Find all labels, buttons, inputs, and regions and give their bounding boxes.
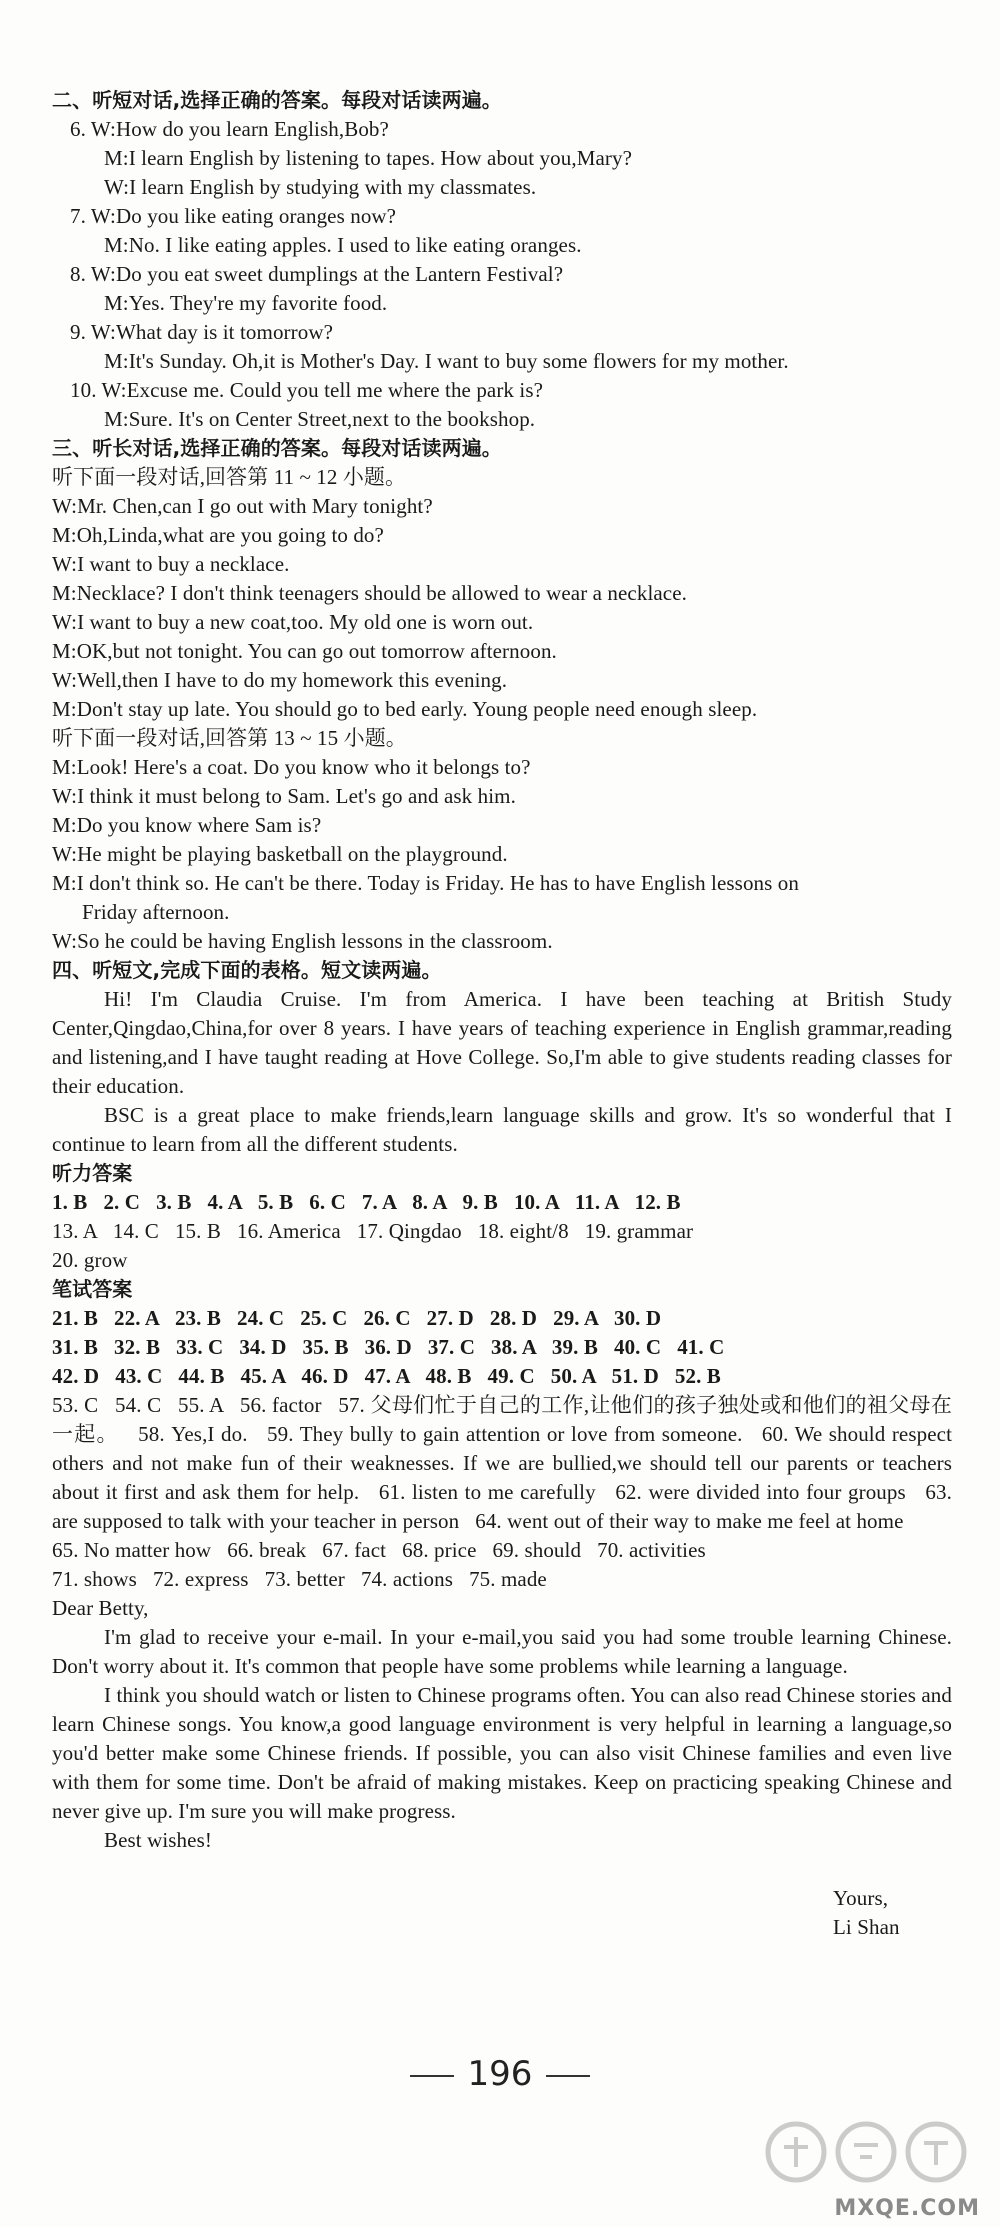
answer-paragraph: 53. C 54. C 55. A 56. factor 57. 父母们忙于自己的工作,让他们的孩子独处或和他们的祖父母在一起。 58. Yes,I do. 59. They bully to gain attention or love from someone. 60. We should respect others and not make fun of their weaknesses. If we are bullied,we should tell our parents or teachers about it first and ask them for help. 61. listen to me carefully 62. were divided into four groups 63. are supposed to talk with your teacher in person 64. went out of their way to make me feel at home — [52, 1393, 958, 1533]
dialogue-line: M:It's Sunday. Oh,it is Mother's Day. I want to buy some flowers for my mother. — [104, 349, 789, 373]
watermark-text: MXQE.COM — [834, 2196, 980, 2221]
dialogue-line: W:Mr. Chen,can I go out with Mary tonight? — [52, 494, 433, 518]
dialogue-line: W:He might be playing basketball on the playground. — [52, 842, 508, 866]
dialogue-line: M:Sure. It's on Center Street,next to the bookshop. — [104, 407, 536, 431]
answer-row: 1. B 2. C 3. B 4. A 5. B 6. C 7. A 8. A 9. B 10. A 11. A 12. B — [52, 1190, 681, 1214]
letter-signature: Li Shan — [833, 1915, 900, 1939]
dialogue-line: W:I learn English by studying with my classmates. — [104, 175, 537, 199]
dialogue-line: M:Look! Here's a coat. Do you know who it belongs to? — [52, 755, 531, 779]
dialogue-line: 9. W:What day is it tomorrow? — [70, 320, 334, 344]
passage-paragraph: Hi! I'm Claudia Cruise. I'm from America. I have been teaching at British Study Center,Qingdao,China,for over 8 years. I have years of teaching experience in English grammar,reading and listening,and I have taught reading at Hove College. So,I'm able to give students reading classes for their education. — [52, 987, 952, 1098]
dialogue-line: M:I learn English by listening to tapes. How about you,Mary? — [104, 146, 632, 170]
dialogue-line: 7. W:Do you like eating oranges now? — [70, 204, 397, 228]
dialogue-line: 10. W:Excuse me. Could you tell me where the park is? — [70, 378, 544, 402]
answer-row: 13. A 14. C 15. B 16. America 17. Qingdao 18. eight/8 19. grammar — [52, 1219, 694, 1243]
dialogue-line: M:Oh,Linda,what are you going to do? — [52, 523, 384, 547]
answer-row: 71. shows 72. express 73. better 74. actions 75. made — [52, 1567, 547, 1591]
dialogue-line: W:I want to buy a necklace. — [52, 552, 290, 576]
dialogue-line: W:So he could be having English lessons in the classroom. — [52, 929, 553, 953]
written-answers-title: 笔试答案 — [52, 1277, 133, 1301]
dialogue-line: W:Well,then I have to do my homework this evening. — [52, 668, 508, 692]
dialogue-instruction: 听下面一段对话,回答第 11 ~ 12 小题。 — [52, 465, 407, 489]
dialogue-line: 8. W:Do you eat sweet dumplings at the Lantern Festival? — [70, 262, 564, 286]
page-number-text: 196 — [467, 2054, 533, 2094]
dialogue-line: W:I want to buy a new coat,too. My old one is worn out. — [52, 610, 534, 634]
dialogue-line: W:I think it must belong to Sam. Let's go and ask him. — [52, 784, 516, 808]
letter-greeting: Dear Betty, — [52, 1596, 149, 1620]
letter-paragraph: I'm glad to receive your e-mail. In your e-mail,you said you had some trouble learning Chinese. Don't worry about it. It's common that people have some problems while learning a language. — [52, 1625, 952, 1678]
answer-row: 42. D 43. C 44. B 45. A 46. D 47. A 48. B 49. C 50. A 51. D 52. B — [52, 1364, 721, 1388]
dialogue-line: M:Necklace? I don't think teenagers should be allowed to wear a necklace. — [52, 581, 687, 605]
dialogue-line: M:Yes. They're my favorite food. — [104, 291, 388, 315]
letter-signoff: Yours, — [833, 1886, 889, 1910]
answer-row: 21. B 22. A 23. B 24. C 25. C 26. C 27. D 28. D 29. A 30. D — [52, 1306, 662, 1330]
page-number — [0, 2054, 1000, 2094]
listening-answers-title: 听力答案 — [52, 1161, 133, 1185]
letter-closing: Best wishes! — [104, 1828, 212, 1852]
dialogue-line: M:Don't stay up late. You should go to bed early. Young people need enough sleep. — [52, 697, 758, 721]
dialogue-line: M:OK,but not tonight. You can go out tomorrow afternoon. — [52, 639, 557, 663]
page-number-dash-left — [410, 2075, 454, 2077]
dialogue-instruction: 听下面一段对话,回答第 13 ~ 15 小题。 — [52, 726, 407, 750]
page-content — [52, 86, 958, 1942]
dialogue-line: M:No. I like eating apples. I used to like eating oranges. — [104, 233, 582, 257]
passage-paragraph: BSC is a great place to make friends,learn language skills and grow. It's so wonderful that I continue to learn from all the different students. — [52, 1103, 952, 1156]
section-4-title: 四、听短文,完成下面的表格。短文读两遍。 — [52, 958, 442, 982]
letter-paragraph: I think you should watch or listen to Chinese programs often. You can also read Chinese stories and learn Chinese songs. You know,a good language environment is very helpful in learning a language,so you'd better make some Chinese friends. If possible, you can also visit Chinese families and even live with them for some time. Don't be afraid of making mistakes. Keep on practicing speaking Chinese and never give up. I'm sure you will make progress. — [52, 1683, 952, 1823]
answer-row: 20. grow — [52, 1248, 128, 1272]
page-number-dash-right — [546, 2075, 590, 2077]
answer-row: 65. No matter how 66. break 67. fact 68. price 69. should 70. activities — [52, 1538, 706, 1562]
dialogue-line: Friday afternoon. — [82, 900, 230, 924]
section-3-title: 三、听长对话,选择正确的答案。每段对话读两遍。 — [52, 436, 502, 460]
answer-row: 31. B 32. B 33. C 34. D 35. B 36. D 37. C 38. A 39. B 40. C 41. C — [52, 1335, 725, 1359]
section-2-title: 二、听短对话,选择正确的答案。每段对话读两遍。 — [52, 88, 502, 112]
dialogue-line: M:Do you know where Sam is? — [52, 813, 322, 837]
dialogue-line: M:I don't think so. He can't be there. Today is Friday. He has to have English lessons on — [52, 871, 799, 895]
dialogue-line: 6. W:How do you learn English,Bob? — [70, 117, 389, 141]
